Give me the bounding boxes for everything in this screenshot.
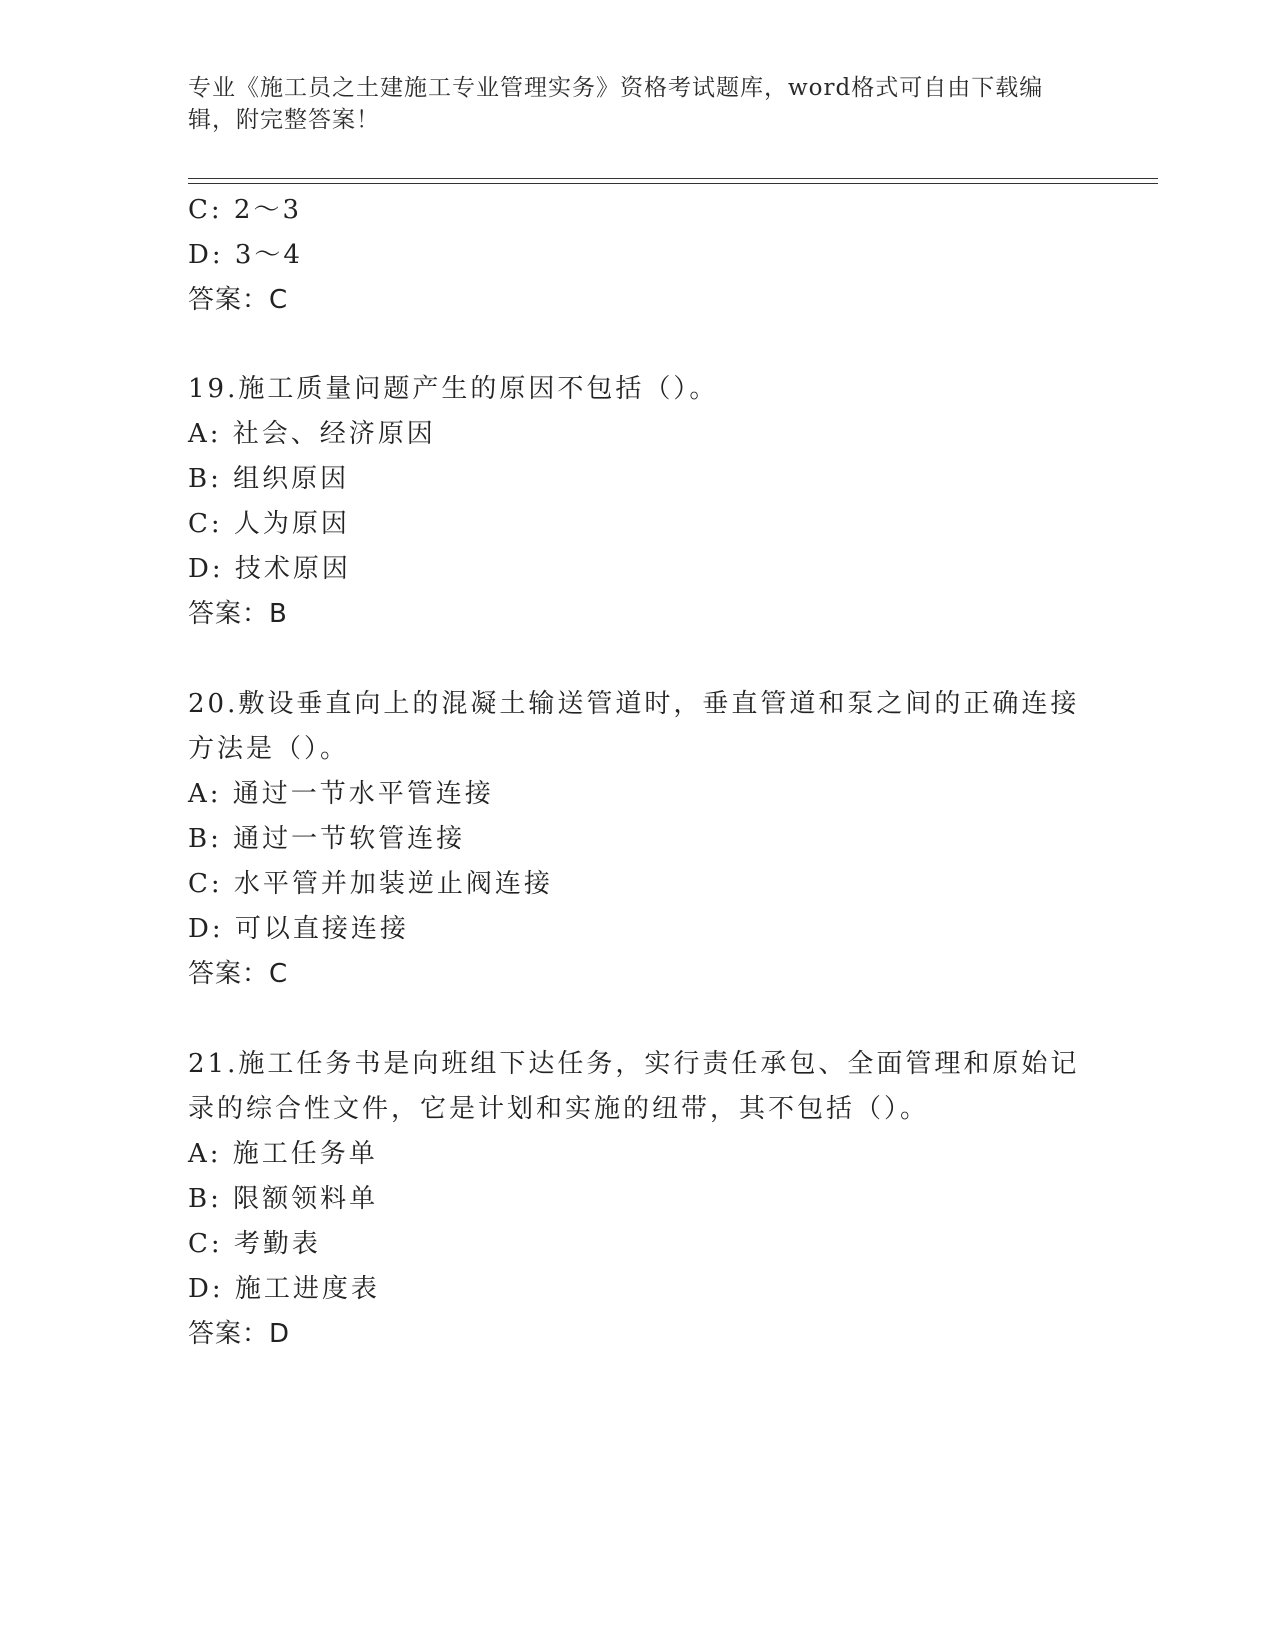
header-line-1: 专业《施工员之土建施工专业管理实务》资格考试题库，word格式可自由下载编 <box>188 75 1044 101</box>
question-20-option-c: C: 水平管并加装逆止阀连接 <box>188 869 553 899</box>
prev-option-d: D: 3～4 <box>188 240 303 270</box>
question-21-answer: 答案：D <box>188 1319 291 1349</box>
question-20-option-d: D: 可以直接连接 <box>188 914 409 944</box>
question-19-answer: 答案：B <box>188 599 288 629</box>
prev-answer: 答案：C <box>188 285 289 315</box>
question-19-stem: 19.施工质量问题产生的原因不包括（）。 <box>188 374 719 404</box>
question-21-option-b: B: 限额领料单 <box>188 1184 379 1214</box>
question-20-stem-line-1: 20.敷设垂直向上的混凝土输送管道时，垂直管道和泵之间的正确连接 <box>188 689 1080 719</box>
question-19-option-a: A: 社会、经济原因 <box>188 419 436 449</box>
header-line-2: 辑，附完整答案！ <box>188 107 380 133</box>
question-20-answer: 答案：C <box>188 959 289 989</box>
question-20-stem-line-2: 方法是（）。 <box>188 734 350 764</box>
question-21-stem-line-1: 21.施工任务书是向班组下达任务，实行责任承包、全面管理和原始记 <box>188 1049 1080 1079</box>
question-21-option-d: D: 施工进度表 <box>188 1274 380 1304</box>
prev-option-c: C: 2～3 <box>188 195 303 225</box>
question-20-option-b: B: 通过一节软管连接 <box>188 824 466 854</box>
header-divider-bottom <box>188 183 1158 184</box>
question-19-option-b: B: 组织原因 <box>188 464 350 494</box>
header-divider-top <box>188 178 1158 179</box>
question-19-option-c: C: 人为原因 <box>188 509 350 539</box>
question-20-option-a: A: 通过一节水平管连接 <box>188 779 494 809</box>
question-21-stem-line-2: 录的综合性文件，它是计划和实施的纽带，其不包括（）。 <box>188 1094 930 1124</box>
question-19-option-d: D: 技术原因 <box>188 554 351 584</box>
document-header <box>188 72 1088 136</box>
question-21-option-a: A: 施工任务单 <box>188 1139 378 1169</box>
question-21-option-c: C: 考勤表 <box>188 1229 321 1259</box>
